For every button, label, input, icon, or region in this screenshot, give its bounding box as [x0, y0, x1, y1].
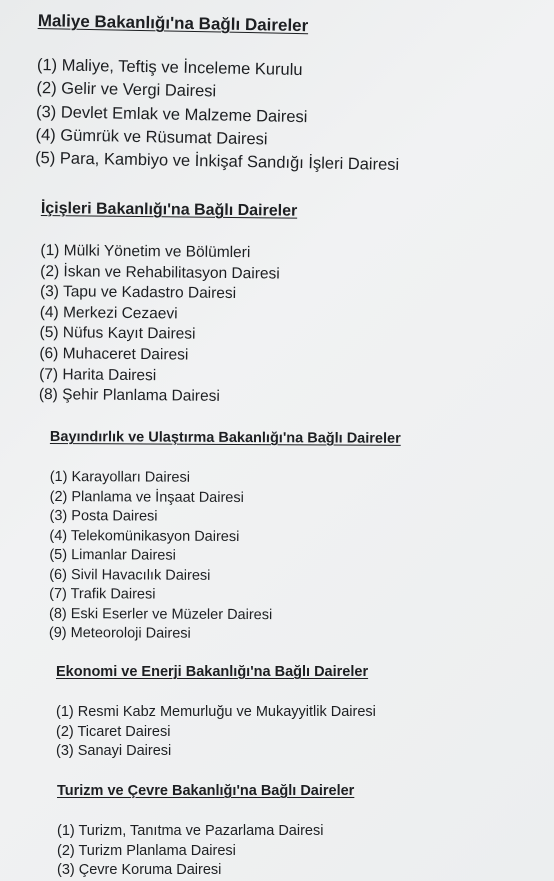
list-item: (3) Devlet Emlak ve Malzeme Dairesi [35, 102, 308, 126]
list-item: (8) Eski Eserler ve Müzeler Dairesi [48, 605, 273, 623]
list-item: (2) Turizm Planlama Dairesi [57, 842, 236, 859]
section-turizm [57, 782, 354, 881]
list-item: (2) Gelir ve Vergi Dairesi [36, 79, 217, 101]
list-item: (6) Sivil Havacılık Dairesi [49, 566, 211, 584]
list-item: (5) Nüfus Kayıt Dairesi [39, 324, 196, 343]
list-item: (2) Ticaret Dairesi [56, 723, 171, 740]
section-heading: Turizm ve Çevre Bakanlığı'na Bağlı Daireler [57, 783, 355, 799]
section-ekonomi [56, 663, 376, 762]
list-item: (3) Tapu ve Kadastro Dairesi [39, 283, 237, 303]
department-list [57, 822, 354, 881]
section-heading: Maliye Bakanlığı'na Bağlı Daireler [37, 10, 309, 36]
list-item: (5) Para, Kambiyo ve İnkişaf Sandığı İşleri Dairesi [34, 149, 400, 175]
list-item: (1) Resmi Kabz Memurluğu ve Mukayyitlik Dairesi [56, 704, 376, 720]
department-list [35, 54, 401, 177]
list-item: (1) Mülki Yönetim ve Bölümleri [40, 241, 251, 262]
list-item: (6) Muhaceret Dairesi [39, 344, 189, 364]
department-list [49, 468, 401, 645]
section-bayindirlik [49, 428, 401, 645]
section-heading: Bayındırlık ve Ulaştırma Bakanlığı'na Bağlı Daireler [49, 429, 401, 447]
section-heading: Ekonomi ve Enerji Bakanlığı'na Bağlı Daireler [56, 664, 369, 680]
list-item: (2) Planlama ve İnşaat Dairesi [49, 488, 244, 506]
list-item: (4) Telekomünikasyon Dairesi [49, 527, 240, 545]
list-item: (7) Harita Dairesi [39, 365, 157, 384]
list-item: (5) Limanlar Dairesi [49, 546, 176, 564]
department-list [39, 241, 297, 408]
list-item: (1) Karayolları Dairesi [49, 468, 191, 486]
list-item: (3) Sanayi Dairesi [56, 743, 172, 759]
list-item: (4) Merkezi Cezaevi [39, 303, 178, 323]
list-item: (4) Gümrük ve Rüsumat Dairesi [35, 125, 268, 149]
list-item: (8) Şehir Planlama Dairesi [38, 386, 220, 406]
section-maliye [35, 10, 402, 177]
list-item: (7) Trafik Dairesi [49, 585, 156, 603]
section-icisleri [39, 198, 298, 408]
department-list [56, 703, 376, 762]
section-heading: İçişleri Bakanlığı'na Bağlı Daireler [40, 199, 298, 220]
list-item: (9) Meteoroloji Dairesi [48, 624, 191, 642]
list-item: (2) İskan ve Rehabilitasyon Dairesi [40, 262, 280, 283]
list-item: (1) Maliye, Teftiş ve İnceleme Kurulu [36, 55, 303, 80]
list-item: (3) Çevre Koruma Dairesi [57, 862, 222, 878]
list-item: (1) Turizm, Tanıtma ve Pazarlama Dairesi [57, 823, 324, 839]
list-item: (3) Posta Dairesi [49, 507, 158, 525]
